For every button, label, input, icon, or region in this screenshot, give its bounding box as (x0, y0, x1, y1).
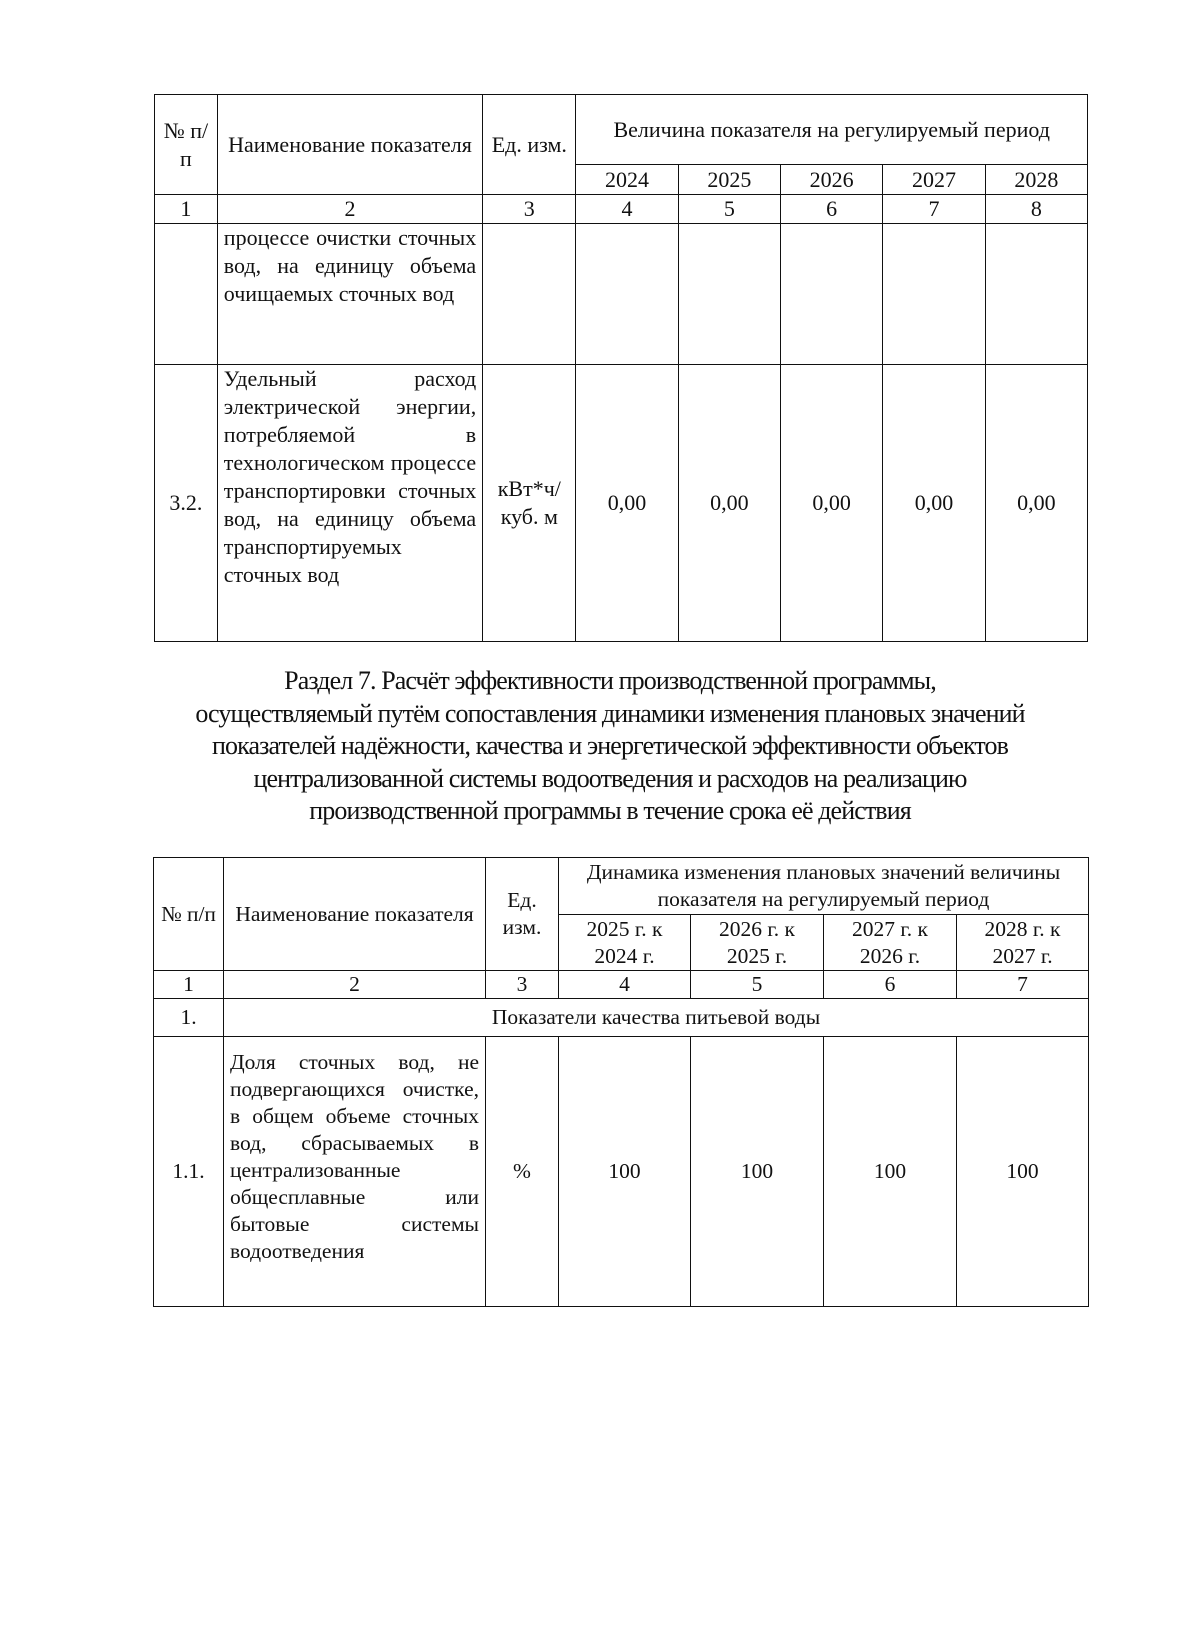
heading-line: Раздел 7. Расчёт эффективности производственной программы, (284, 666, 936, 695)
period-header: 2026 г. к 2025 г. (691, 915, 824, 971)
column-number: 2 (224, 971, 486, 999)
column-number: 1 (155, 195, 218, 224)
header-name: Наименование показателя (224, 858, 486, 971)
table-row (155, 224, 1088, 365)
row-value (576, 224, 678, 365)
row-no: 1.1. (154, 1037, 224, 1307)
period-header: 2028 г. к 2027 г. (957, 915, 1089, 971)
group-title: Показатели качества питьевой воды (224, 999, 1089, 1037)
row-value (883, 224, 985, 365)
group-no: 1. (154, 999, 224, 1037)
row-value: 0,00 (678, 365, 780, 642)
header-period: Величина показателя на регулируемый период (576, 95, 1088, 165)
header-unit: Ед. изм. (486, 858, 559, 971)
heading-line: производственной программы в течение срока её действия (309, 796, 911, 825)
heading-line: осуществляемый путём сопоставления динамики изменения плановых значений (195, 698, 1025, 728)
group-row (154, 999, 1089, 1037)
column-number: 8 (985, 195, 1087, 224)
heading-line: показателей надёжности, качества и энергетической эффективности объектов (212, 731, 1008, 760)
column-number: 3 (483, 195, 576, 224)
table-row (155, 365, 1088, 642)
column-number: 1 (154, 971, 224, 999)
column-number: 3 (486, 971, 559, 999)
year-header: 2028 (985, 165, 1087, 195)
row-value: 0,00 (985, 365, 1087, 642)
year-header: 2024 (576, 165, 678, 195)
row-name: Доля сточных вод, не подвергающихся очистке, в общем объеме сточных вод, сбрасываемых в централизованные общесплавные или бытовые системы водоотведения (224, 1037, 486, 1307)
efficiency-dynamics-table (153, 857, 1089, 1307)
row-unit (483, 224, 576, 365)
header-unit: Ед. изм. (483, 95, 576, 195)
year-header: 2027 (883, 165, 985, 195)
column-number: 6 (781, 195, 883, 224)
row-name: процессе очистки сточных вод, на единицу объема очищаемых сточных вод (217, 224, 482, 365)
year-header: 2025 (678, 165, 780, 195)
table-row (154, 1037, 1089, 1307)
column-number: 7 (957, 971, 1089, 999)
row-value: 100 (824, 1037, 957, 1307)
column-number: 7 (883, 195, 985, 224)
row-value: 0,00 (576, 365, 678, 642)
header-dynamics: Динамика изменения плановых значений величины показателя на регулируемый период (559, 858, 1089, 915)
column-number: 6 (824, 971, 957, 999)
header-no: № п/п (155, 95, 218, 195)
row-value: 100 (691, 1037, 824, 1307)
period-header: 2025 г. к 2024 г. (559, 915, 691, 971)
header-no: № п/п (154, 858, 224, 971)
year-header: 2026 (781, 165, 883, 195)
column-number: 5 (691, 971, 824, 999)
row-no (155, 224, 218, 365)
section-heading (130, 665, 1090, 828)
column-number: 4 (576, 195, 678, 224)
row-value (781, 224, 883, 365)
row-no: 3.2. (155, 365, 218, 642)
row-value (678, 224, 780, 365)
indicator-values-table (154, 94, 1088, 642)
header-name: Наименование показателя (217, 95, 482, 195)
row-unit: % (486, 1037, 559, 1307)
row-value: 0,00 (781, 365, 883, 642)
row-unit: кВт*ч/ куб. м (483, 365, 576, 642)
column-number: 4 (559, 971, 691, 999)
column-number: 5 (678, 195, 780, 224)
row-value: 100 (957, 1037, 1089, 1307)
row-name: Удельный расход электрической энергии, потребляемой в технологическом процессе транспортировки сточных вод, на единицу объема транспортируемых сточных вод (217, 365, 482, 642)
row-value: 100 (559, 1037, 691, 1307)
row-value: 0,00 (883, 365, 985, 642)
period-header: 2027 г. к 2026 г. (824, 915, 957, 971)
row-value (985, 224, 1087, 365)
column-number: 2 (217, 195, 482, 224)
heading-line: централизованной системы водоотведения и расходов на реализацию (253, 763, 967, 793)
